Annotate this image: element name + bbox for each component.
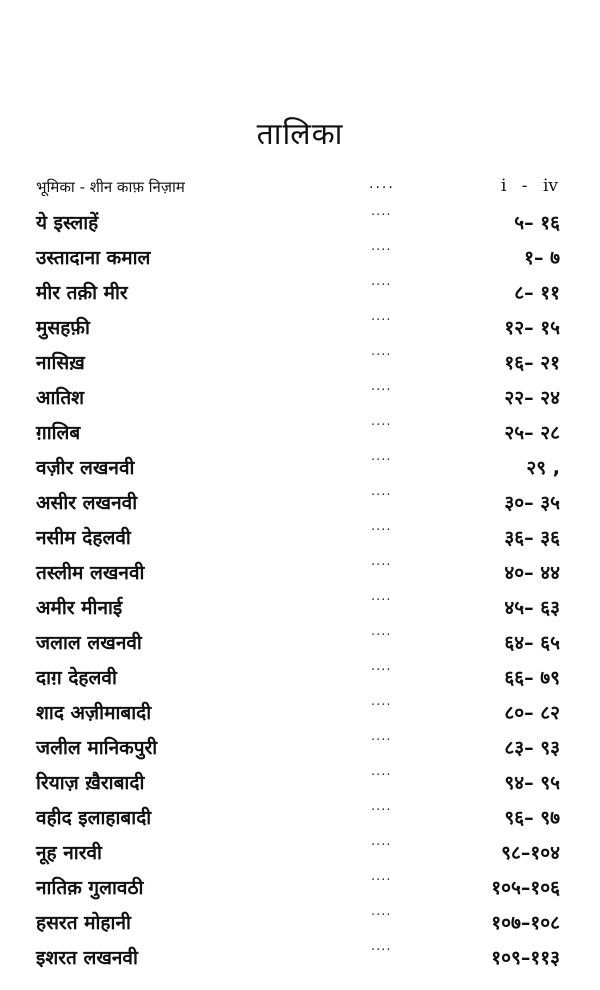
entry-poet-name: हसरत मोहानी: [36, 912, 131, 934]
entry-poet-name: तस्लीम लखनवी: [36, 562, 145, 584]
entry-page-range: ६४– ६५: [504, 632, 560, 654]
entry-leader-dots: ....: [371, 904, 392, 919]
table-of-contents: [36, 206, 566, 976]
entry-leader-dots: ....: [371, 379, 392, 394]
entry-leader-dots: ....: [371, 869, 392, 884]
entry-leader-dots: ....: [371, 204, 392, 219]
entry-leader-dots: ....: [371, 834, 392, 849]
entry-page-range: १– ७: [524, 247, 560, 269]
toc-entry: [36, 521, 566, 556]
entry-page-range: ९४– ९५: [504, 772, 560, 794]
entry-page-range: ४०– ४४: [504, 562, 560, 584]
entry-poet-name: दाग़ देहलवी: [36, 667, 117, 689]
toc-entry: [36, 556, 566, 591]
entry-poet-name: ग़ालिब: [36, 422, 81, 444]
entry-leader-dots: ....: [371, 239, 392, 254]
entry-poet-name: नातिक़ गुलावठी: [36, 877, 144, 899]
toc-entry: [36, 416, 566, 451]
entry-leader-dots: ....: [371, 344, 392, 359]
entry-poet-name: नासिख़: [36, 352, 85, 374]
entry-page-range: २२– २४: [504, 387, 560, 409]
entry-poet-name: नसीम देहलवी: [36, 527, 131, 549]
entry-page-range: १२– १५: [504, 317, 560, 339]
entry-page-range: १०५–१०६: [491, 877, 560, 899]
entry-leader-dots: ....: [371, 449, 392, 464]
entry-page-range: ६६– ७९: [504, 667, 560, 689]
entry-leader-dots: ....: [371, 694, 392, 709]
toc-entry: [36, 696, 566, 731]
entry-page-range: ८– ११: [514, 282, 560, 304]
toc-entry: [36, 206, 566, 241]
toc-entry: [36, 731, 566, 766]
entry-poet-name: शाद अज़ीमाबादी: [36, 702, 152, 724]
toc-entry: [36, 801, 566, 836]
entry-page-range: २९ ,: [526, 457, 560, 479]
entry-leader-dots: ....: [371, 624, 392, 639]
toc-entry: [36, 766, 566, 801]
entry-poet-name: रियाज़ ख़ैराबादी: [36, 772, 145, 794]
intro-page-range: i - iv: [500, 176, 558, 196]
toc-entry: [36, 941, 566, 976]
toc-entry: [36, 241, 566, 276]
entry-poet-name: उस्तादाना कमाल: [36, 247, 151, 269]
entry-page-range: ४५– ६३: [504, 597, 560, 619]
toc-entry: [36, 381, 566, 416]
toc-entry: [36, 836, 566, 871]
entry-poet-name: असीर लखनवी: [36, 492, 138, 514]
intro-label: भूमिका - शीन काफ़ निज़ाम: [36, 178, 185, 196]
entry-leader-dots: ....: [371, 554, 392, 569]
entry-poet-name: मुसहफ़ी: [36, 317, 90, 339]
entry-poet-name: मीर तक़ी मीर: [36, 282, 128, 304]
entry-poet-name: इशरत लखनवी: [36, 947, 138, 969]
entry-page-range: ८०– ८२: [504, 702, 560, 724]
entry-poet-name: नूह नारवी: [36, 842, 102, 864]
entry-poet-name: वज़ीर लखनवी: [36, 457, 135, 479]
entry-poet-name: आतिश: [36, 387, 85, 409]
entry-leader-dots: ....: [371, 274, 392, 289]
toc-entry: [36, 311, 566, 346]
entry-leader-dots: ....: [371, 484, 392, 499]
toc-entry: [36, 346, 566, 381]
entry-leader-dots: ....: [371, 309, 392, 324]
entry-leader-dots: ....: [371, 799, 392, 814]
entry-page-range: १६– २१: [504, 352, 560, 374]
entry-poet-name: अमीर मीनाई: [36, 597, 123, 619]
entry-page-range: ९८–१०४: [501, 842, 560, 864]
entry-page-range: १०९–११३: [491, 947, 560, 969]
entry-leader-dots: ....: [371, 764, 392, 779]
entry-page-range: ८३– ९३: [504, 737, 560, 759]
entry-poet-name: ये इस्लाहें: [36, 212, 99, 234]
entry-leader-dots: ....: [371, 659, 392, 674]
toc-entry: [36, 871, 566, 906]
entry-leader-dots: ....: [371, 939, 392, 954]
toc-entry: [36, 486, 566, 521]
entry-leader-dots: ....: [371, 729, 392, 744]
entry-leader-dots: ....: [371, 519, 392, 534]
entry-page-range: २५– २८: [504, 422, 560, 444]
entry-page-range: ९६– ९७: [504, 807, 560, 829]
entry-page-range: १०७–१०८: [491, 912, 560, 934]
page-title: तालिका: [256, 117, 344, 152]
entry-page-range: ३६– ३६: [504, 527, 560, 549]
entry-poet-name: वहीद इलाहाबादी: [36, 807, 152, 829]
entry-leader-dots: ....: [371, 589, 392, 604]
entry-page-range: ५– १६: [514, 212, 560, 234]
toc-entry: [36, 906, 566, 941]
intro-leader-dots: ....: [369, 176, 395, 192]
entry-leader-dots: ....: [371, 414, 392, 429]
entry-poet-name: जलील मानिकपुरी: [36, 737, 158, 759]
entry-page-range: ३०– ३५: [504, 492, 560, 514]
entry-poet-name: जलाल लखनवी: [36, 632, 142, 654]
intro-entry: [36, 172, 566, 202]
toc-entry: [36, 591, 566, 626]
toc-entry: [36, 661, 566, 696]
toc-entry: [36, 626, 566, 661]
toc-entry: [36, 451, 566, 486]
toc-entry: [36, 276, 566, 311]
